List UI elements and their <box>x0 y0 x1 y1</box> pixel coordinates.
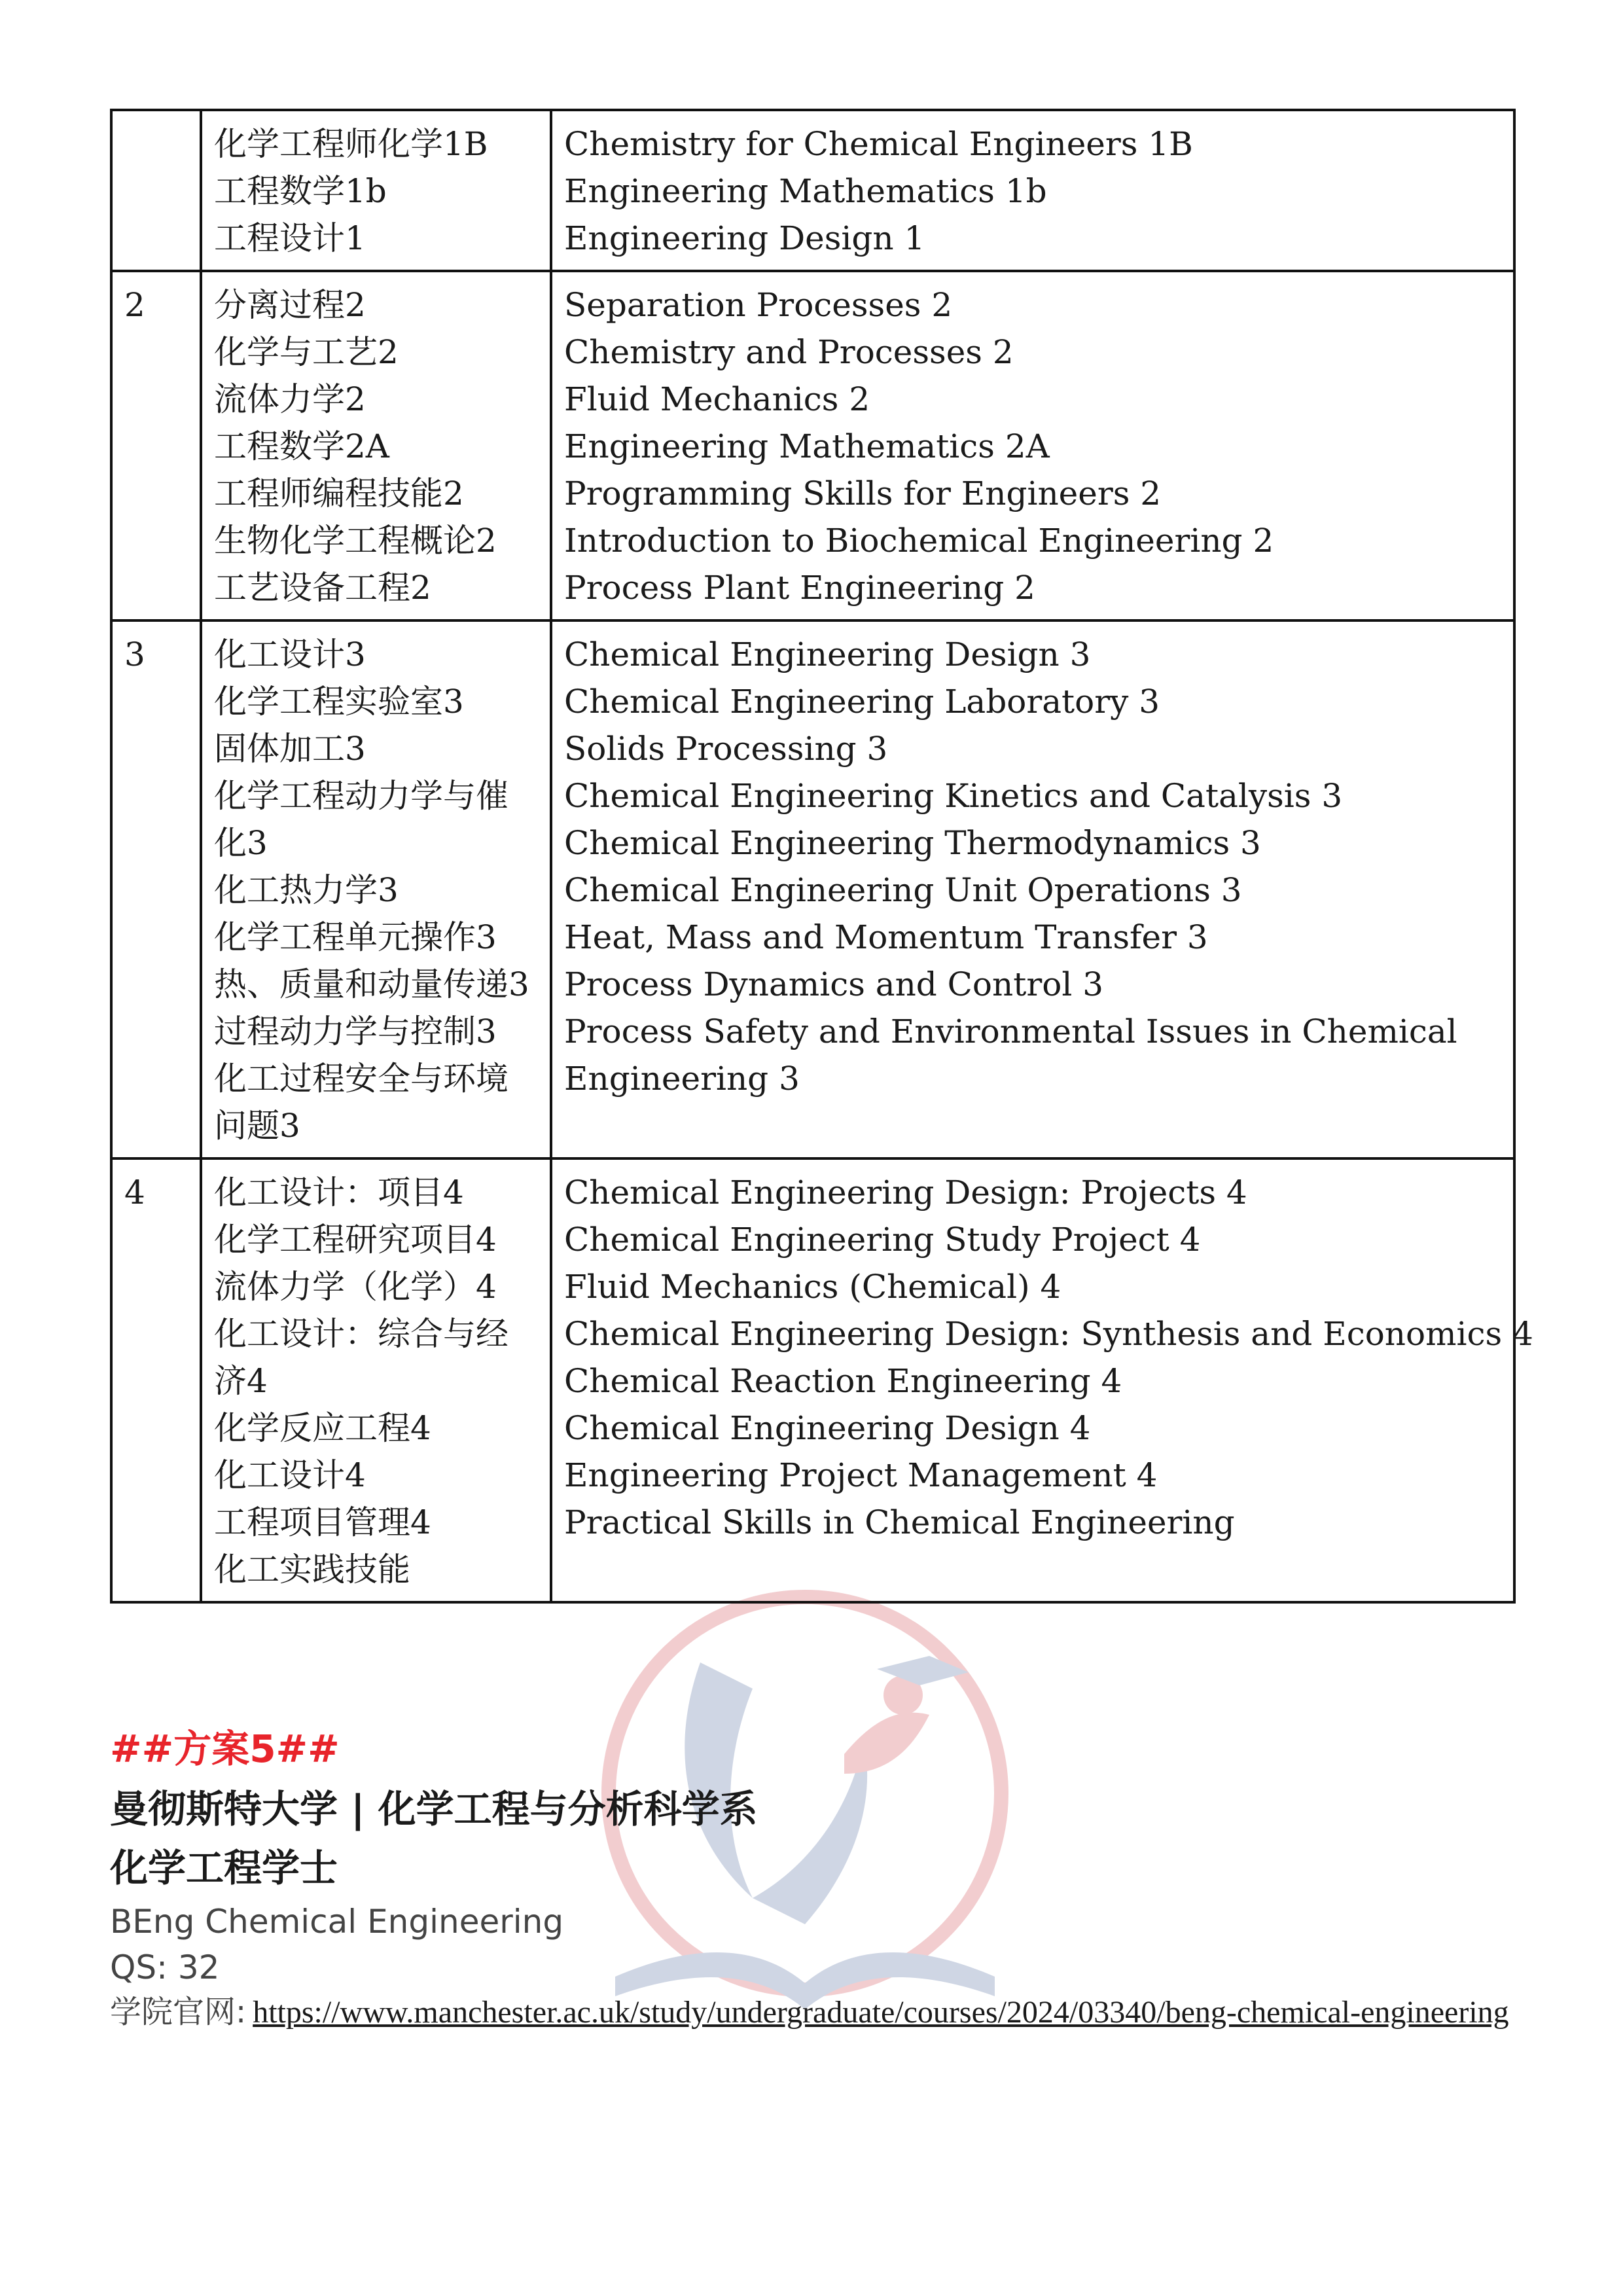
year-label: 2 <box>124 286 145 324</box>
cn-course: 过程动力学与控制3 <box>214 1013 497 1050</box>
cn-course: 流体力学（化学）4 <box>214 1268 497 1306</box>
cn-course: 化工设计4 <box>214 1456 366 1494</box>
table-row <box>111 1158 1514 1602</box>
en-course: Engineering Project Management 4 <box>564 1456 1158 1494</box>
en-course: Engineering Mathematics 2A <box>564 427 1050 465</box>
cn-course: 化工过程安全与环境问题3 <box>214 1060 508 1145</box>
en-course: Fluid Mechanics 2 <box>564 380 870 418</box>
table-row <box>111 620 1514 1158</box>
cn-course: 化学反应工程4 <box>214 1409 431 1447</box>
cn-course: 工程设计1 <box>214 219 366 257</box>
year-cell <box>111 1158 201 1602</box>
en-course-cell <box>551 110 1514 271</box>
en-course: Chemical Engineering Thermodynamics 3 <box>564 824 1261 862</box>
cn-course: 热、质量和动量传递3 <box>214 965 529 1003</box>
en-course: Chemistry for Chemical Engineers 1B <box>564 125 1193 163</box>
cn-course: 化学工程师化学1B <box>214 125 488 163</box>
en-course: Chemical Engineering Design: Projects 4 <box>564 1174 1247 1211</box>
degree-heading: 化学工程学士 <box>110 1846 338 1890</box>
en-course: Process Plant Engineering 2 <box>564 569 1035 607</box>
university-heading: 曼彻斯特大学 | 化学工程与分析科学系 <box>110 1787 758 1831</box>
en-course: Process Dynamics and Control 3 <box>564 965 1104 1003</box>
cn-course-cell <box>201 110 551 271</box>
cn-course: 化学与工艺2 <box>214 333 399 371</box>
cn-course: 化工设计3 <box>214 636 366 673</box>
cn-course-cell <box>201 271 551 620</box>
qs-ranking: QS: 32 <box>110 1948 220 1986</box>
year-cell <box>111 271 201 620</box>
cn-course: 化学工程动力学与催化3 <box>214 777 508 862</box>
cn-course: 生物化学工程概论2 <box>214 522 497 560</box>
cn-course: 化学工程实验室3 <box>214 683 464 721</box>
cn-course: 固体加工3 <box>214 730 366 768</box>
en-course: Engineering Design 1 <box>564 219 925 257</box>
cn-course-cell <box>201 1158 551 1602</box>
en-course-cell <box>551 271 1514 620</box>
table-row <box>111 110 1514 271</box>
en-course: Chemical Engineering Laboratory 3 <box>564 683 1160 721</box>
en-course: Solids Processing 3 <box>564 730 888 768</box>
cn-course: 化工实践技能 <box>214 1551 410 1588</box>
en-course: Process Safety and Environmental Issues in Chemical Engineering 3 <box>564 1013 1457 1098</box>
cn-course: 化工设计：项目4 <box>214 1174 464 1211</box>
cn-course: 化工设计：综合与经济4 <box>214 1315 508 1400</box>
section-title: ##方案5## <box>110 1727 340 1771</box>
cn-course: 工程项目管理4 <box>214 1503 431 1541</box>
en-course: Separation Processes 2 <box>564 286 953 324</box>
en-course: Chemistry and Processes 2 <box>564 333 1014 371</box>
en-course: Introduction to Biochemical Engineering 2 <box>564 522 1274 560</box>
en-course-cell <box>551 1158 1533 1602</box>
course-table <box>110 109 1533 1604</box>
en-course: Engineering Mathematics 1b <box>564 172 1047 210</box>
year-cell <box>111 620 201 1158</box>
cn-course: 化学工程单元操作3 <box>214 918 497 956</box>
website-link[interactable]: https://www.manchester.ac.uk/study/undergraduate/courses/2024/03340/beng-chemical-engineering <box>253 1995 1509 2030</box>
en-course-cell <box>551 620 1514 1158</box>
cn-course: 分离过程2 <box>214 286 366 324</box>
cn-course: 化学工程研究项目4 <box>214 1221 497 1259</box>
cn-course: 工程数学2A <box>214 427 389 465</box>
cn-course: 工程师编程技能2 <box>214 475 464 512</box>
en-course: Heat, Mass and Momentum Transfer 3 <box>564 918 1208 956</box>
cn-course: 化工热力学3 <box>214 871 399 909</box>
en-course: Chemical Engineering Design 4 <box>564 1409 1091 1447</box>
en-course: Chemical Engineering Study Project 4 <box>564 1221 1201 1259</box>
en-course: Practical Skills in Chemical Engineering <box>564 1503 1235 1541</box>
degree-english: BEng Chemical Engineering <box>110 1903 564 1941</box>
cn-course: 工艺设备工程2 <box>214 569 431 607</box>
year-label: 4 <box>124 1174 145 1211</box>
year-label: 3 <box>124 636 145 673</box>
en-course: Chemical Engineering Kinetics and Catalysis 3 <box>564 777 1343 815</box>
cn-course: 流体力学2 <box>214 380 366 418</box>
en-course: Chemical Engineering Design: Synthesis and Economics 4 <box>564 1315 1533 1353</box>
website-line <box>110 1990 1623 2035</box>
year-cell <box>111 110 201 271</box>
en-course: Chemical Engineering Unit Operations 3 <box>564 871 1242 909</box>
en-course: Chemical Engineering Design 3 <box>564 636 1091 673</box>
en-course: Programming Skills for Engineers 2 <box>564 475 1162 512</box>
en-course: Chemical Reaction Engineering 4 <box>564 1362 1122 1400</box>
cn-course: 工程数学1b <box>214 172 387 210</box>
en-course: Fluid Mechanics (Chemical) 4 <box>564 1268 1061 1306</box>
cn-course-cell <box>201 620 551 1158</box>
table-row <box>111 271 1514 620</box>
website-label: 学院官网: <box>110 1994 247 2030</box>
